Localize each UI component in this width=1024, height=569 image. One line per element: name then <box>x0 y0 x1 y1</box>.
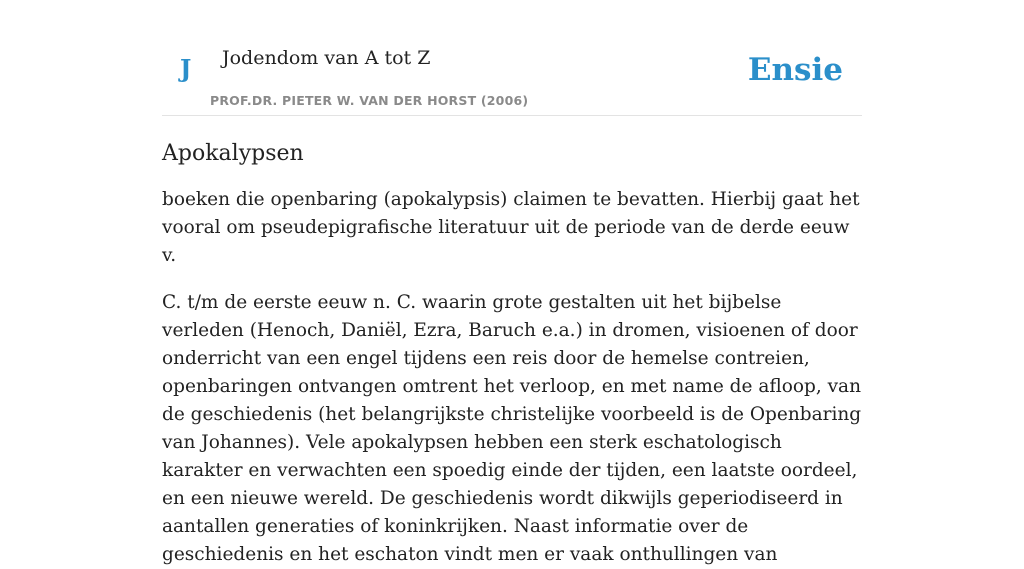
header <box>162 0 862 116</box>
article-paragraph: boeken die openbaring (apokalypsis) claimen te bevatten. Hierbij gaat het vooral om pseudepigrafische literatuur uit de periode van de derde eeuw v. <box>162 189 860 266</box>
article-paragraph: C. t/m de eerste eeuw n. C. waarin grote gestalten uit het bijbelse verleden (Henoch, Daniël, Ezra, Baruch e.a.) in dromen, visioenen of door onderricht van een engel tijdens een reis door de hemelse contreien, openbaringen ontvangen omtrent het verloop, en met name de afloop, van de geschiedenis (het belangrijkste christelijke voorbeeld is de Openbaring van Johannes). Vele apokalypsen hebben een sterk eschatologisch karakter en verwachten een spoedig einde der tijden, een laatste oordeel, en een nieuwe wereld. De geschiedenis wordt dikwijls geperiodiseerd in aantallen generaties of koninkrijken. Naast informatie over de geschiedenis en het eschaton vindt men er vaak onthullingen van <box>162 292 862 565</box>
article-title: Apokalypsen <box>162 141 304 166</box>
book-logo[interactable]: J <box>180 54 192 83</box>
ensie-logo[interactable]: Ensie <box>747 52 843 88</box>
author-line: PROF.DR. PIETER W. VAN DER HORST (2006) <box>210 93 529 108</box>
article <box>162 136 862 569</box>
book-title[interactable]: Jodendom van A tot Z <box>222 47 431 69</box>
